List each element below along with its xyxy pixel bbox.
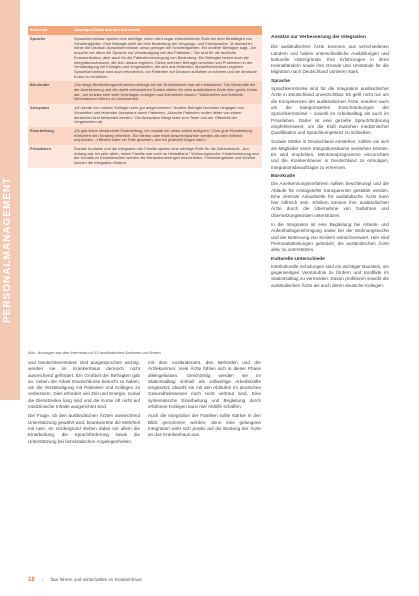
paragraph: Soziale Stärke in Deutschland entstehen, sollten sie sich als Mitglieder eines Integrationsteams verstehen können. Es wird empfohlen, Mentorenprogramme einzurichten und die Krankenhäuser in Deutschland zu ermutigen, Integrationsbeauftragte zu ernennen.	[271, 139, 389, 170]
row-text: Sprachkenntnisse spielen eine wichtige, wenn nicht sogar entscheidende Rolle bei dem Bewältigen von Schwierigkeiten. Eine Befragte sieht sie eine Bedeutung der Umgangs- und Fachsprache: Je deutscher, höher die Deutsch-Sprachkenntnisse, umso geringer die Schwierigkeiten. Ein anderer Befragter sagt, „Ich brauche vor allem die Sprache zur Verständigung mit den Patienten.“ Sie sind für die fachliche Kommunikation, aber auch für die Patientenversorgung von Bedeutung. Ein Befragter betont auch die Integrationschancen, die sich daraus ergeben. Gleich mehrere Befragte berichten von Problemen in der Verständigung mit Kollegen und Vorgesetzten, die sich aus fehlenden Sprachkenntnissen ergeben. Sprachkenntnisse sind auch erforderlich, um Patienten auf Deutsch aufklären zu können und die deutsche Kultur zu verstehen.	[72, 35, 262, 81]
table-row	[28, 127, 262, 145]
page-footer	[28, 577, 388, 583]
paragraph: In die Integration ist eine Begleitung bei Arbeits- und Aufenthaltsgenehmigung sowie bei der Wohnungssuche und der Betreuung von Kindern wünschenswert. Hier sind Personalabteilungen gefordert, die ausländischen Ärzte aktiv zu unterstützen.	[271, 222, 389, 253]
section-heading: Sprache	[271, 78, 290, 84]
paragraph: Die ausländischen Ärzte kommen aus verschiedenen Ländern und haben unterschiedliche Ausbildungen und kulturelle Hintergründe. Ihre Erfahrungen in ihren Heimatländern sowie ihre Gründe und Umstände für die Migration nach Deutschland variieren stark.	[271, 44, 389, 75]
section-heading: Kulturelle Unterschiede	[271, 256, 325, 262]
row-text: Soziale Kontakte und die Integration der Familie spielen eine wichtige Rolle für die Zufriedenheit. „Am Anfang war ich sehr allein, meine Familie war noch im Heimatland.“ Wohnungssuche, Kinderbetreuung und der Kontakt zu Einheimischen werden als Herausforderungen beschrieben. Freizeitangebote und Vereine können die Integration fördern.	[72, 145, 262, 168]
column-lead-heading: Ansätze zur Verbesserung der Integration	[271, 35, 366, 40]
table-row	[28, 104, 262, 127]
body-column-right	[271, 32, 389, 292]
table-caption: Abb.: Aussagen aus den Interviews mit 10 ausländischen Ärztinnen und Ärzten	[28, 351, 161, 355]
footer-separator: I	[41, 577, 44, 582]
row-criterion: Privatleben	[28, 145, 72, 168]
paragraph: und Deutschkenntnisse sind ausgesprochen wichtig, werden sie im Krankenhaus dennoch nicht ausreichend gefördert. Ein Großteil der Befragten gab an, neben der Arbeit Deutschkurse besucht zu haben, um die Verständigung mit Patienten und Kollegen zu verbessern. Dies erfordert viel Zeit und Energie, zumal die Dienstzeiten lang sind und die Kurse oft nicht auf medizinische Inhalte ausgerichtet sind.	[28, 360, 140, 410]
criteria-table	[28, 26, 262, 168]
journal-name: f&w führen und wirtschaften im Krankenhaus	[50, 577, 142, 582]
section-heading: Bürokratie	[271, 173, 295, 179]
row-criterion: Akzeptanz	[28, 104, 72, 127]
paragraph: mit dem Ausländeramt, den Behörden und der Ärztekammer. Viele Ärzte fühlen sich in dieser Phase alleingelassen. Gleichzeitig werden sie im Stationsalltag schnell als vollwertige Arbeitskräfte eingesetzt, obwohl sie mit den Abläufen im deutschen Gesundheitswesen noch nicht vertraut sind. Eine systematische Einarbeitung und Begleitung durch erfahrene Kollegen kann hier Abhilfe schaffen.	[148, 360, 261, 410]
table-row	[28, 81, 262, 104]
body-column-left	[28, 360, 140, 448]
header-quotes: Aussagen/Zitate aus den Interviews	[72, 26, 262, 35]
paragraph: Auch die Integration der Familien sollte stärker in den Blick genommen werden, denn eine gelungene Integration wirkt sich positiv auf die Bindung der Ärzte an das Krankenhaus aus.	[148, 413, 261, 438]
table-row	[28, 145, 262, 168]
row-criterion: Einarbeitung	[28, 127, 72, 145]
row-text: „Es gab keine strukturierte Einarbeitung, ich musste mir vieles selbst aneignen.“ Eine gute Einarbeitung erleichtert den Einstieg erheblich. Ein Mentor oder feste Ansprechpartner werden als sehr hilfreich empfunden. „Hilfreich wäre ein Pate gewesen, den ich jederzeit fragen kann.“	[72, 127, 262, 145]
table-header-row	[28, 26, 262, 35]
page-number: 18	[28, 577, 35, 583]
paragraph: Interkulturelle Schulungen sind ein wichtiger Baustein, um gegenseitiges Verständnis zu fördern und Konflikte im Stationsalltag zu vermeiden. Davon profitieren sowohl die ausländischen Ärzte als auch deren deutsche Kollegen.	[271, 263, 389, 288]
section-label: PERSONALMANAGEMENT	[2, 176, 13, 324]
row-criterion: Sprache	[28, 35, 72, 81]
paragraph: Die Frage, ob den ausländischen Ärzten ausreichend Unterstützung gewährt wird, beantwortete die Mehrheit mit nein. Im Vordergrund stehen dabei vor allem die Einarbeitung, die Sprachförderung sowie die Unterstützung bei bürokratischen Angelegenheiten.	[28, 413, 140, 444]
row-text: „Ich wurde von meinen Kollegen sehr gut aufgenommen.“ Andere Befragte berichten hingegen von Vorurteilen und fehlender Akzeptanz durch Patienten. „Manche Patienten wollen lieber von einem deutschen Arzt behandelt werden.“ Die Akzeptanz hängt stark vom Team und der Offenheit der Vorgesetzten ab.	[72, 104, 262, 127]
header-criterion: Kriterium	[28, 26, 72, 35]
body-column-middle	[148, 360, 261, 442]
row-criterion: Bürokratie	[28, 81, 72, 104]
row-text: „Die lange Bearbeitungszeit meines Antrags bei der Ärztekammer war sehr belastend.“ Die Bürokratie bei der Anerkennung und die damit verbundenen Kosten stellen für viele ausländische Ärzte eine große Hürde dar. „Ich musste sehr viele Unterlagen vorlegen und übersetzen lassen.“ Wartezeiten und fehlende Informationen führen zu Unsicherheit.	[72, 81, 262, 104]
table-row	[28, 35, 262, 81]
paragraph: Die Anerkennungsverfahren sollten beschleunigt und die Abläufe für Antragsteller transparenter gestaltet werden. Eine zentrale Anlaufstelle für ausländische Ärzte kann hier hilfreich sein. Kliniken können ihre ausländischen Ärzte durch die Übernahme von Gebühren und Übersetzungskosten unterstützen.	[271, 181, 389, 218]
paragraph: Sprachkenntnisse sind für die Integration ausländischer Ärzte in Deutschland unverzichtbar. Es geht nicht nur um die Kompetenzen der ausländischen Ärzte, sondern auch um die kategorisierten Einschränkungen der Sprachkenntnisse – sowohl im Arbeitsalltag als auch im Privatleben. Daher ist eine gezielte Sprachförderung empfehlenswert, um die Kluft zwischen medizinischer Qualifikation und Sprachkompetenz zu schließen.	[271, 86, 389, 136]
